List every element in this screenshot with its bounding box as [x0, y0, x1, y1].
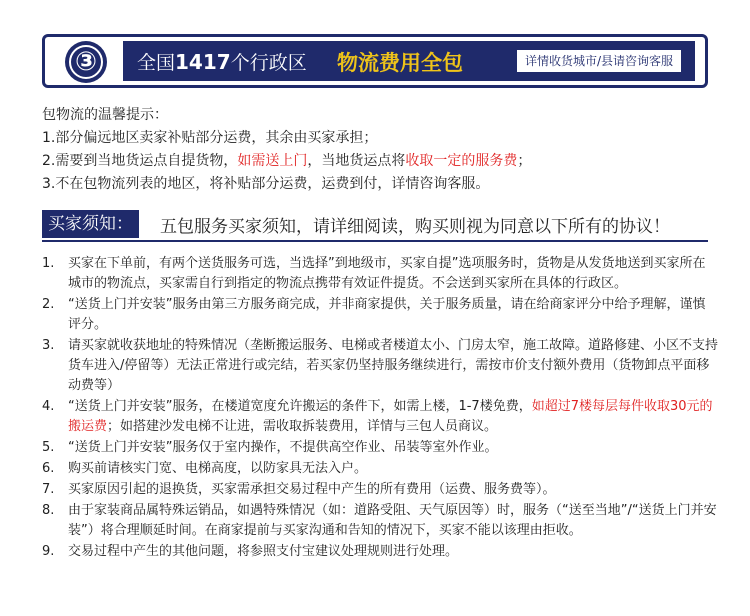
- buyer-notice-tag: 买家须知：: [42, 210, 139, 238]
- rule-text: 买家在下单前，有两个送货服务可选，当选择”到地级市，买家自提”选项服务时，货物是从发货地送到买家所在城市的物流点，买家需自行到指定的物流点携带有效证件提货。不会送到买家所在具体的行政区。: [68, 256, 706, 291]
- rule-text-highlight: 如超过7楼每层每件收取30元的搬运费: [68, 399, 713, 434]
- rule-number: 5.: [42, 440, 55, 455]
- rule-text: “送货上门并安装”服务仅于室内操作，不提供高空作业、吊装等室外作业。: [68, 440, 498, 455]
- banner-note: 详情收货城市/县请咨询客服: [517, 50, 681, 72]
- rule-item: [42, 480, 722, 500]
- banner-suffix: 个行政区: [230, 52, 307, 74]
- tips-line-3: 3.不在包物流列表的地区，将补贴部分运费，运费到付，详情咨询客服。: [42, 176, 490, 192]
- tips-line-2-highlight: 如需送上门: [237, 153, 308, 169]
- rule-text: 交易过程中产生的其他问题，将参照支付宝建议处理规则进行处理。: [68, 544, 459, 559]
- rule-item: [42, 501, 722, 541]
- buyer-rules-list: [42, 254, 722, 563]
- rule-number: 8.: [42, 503, 55, 518]
- tips-line-2-part: ；: [517, 153, 532, 169]
- tips-line-2-part: ，当地货运点将: [307, 153, 406, 169]
- tips-line-2-highlight: 收取一定的服务费: [405, 153, 518, 169]
- tips-line-1: 1.部分偏远地区卖家补贴部分运费，其余由买家承担；: [42, 130, 378, 146]
- rule-text: 买家原因引起的退换货，买家需承担交易过程中产生的所有费用（运费、服务费等）。: [68, 482, 556, 497]
- banner-headline: [137, 48, 307, 75]
- rule-text-part: ；如搭建沙发电梯不让进，需收取拆装费用，详情与三包人员商议。: [107, 419, 498, 434]
- rule-number: 1.: [42, 256, 55, 271]
- rule-item: [42, 254, 722, 294]
- buyer-notice-header: [42, 210, 708, 242]
- shipping-banner: [42, 34, 708, 88]
- rule-text: 由于家装商品属特殊运销品，如遇特殊情况（如：道路受阻、天气原因等）时，服务（“送至当地”/“送货上门并安装”）将合理顺延时间。在商家提前与买家沟通和告知的情况下，买家不能以该理由拒收。: [68, 503, 717, 538]
- rule-number: 4.: [42, 399, 55, 414]
- rule-item: [42, 542, 722, 562]
- banner-count: 1417: [175, 50, 231, 74]
- rule-item: [42, 397, 722, 437]
- tips-line-2-part: 2.需要到当地货运点自提货物，: [42, 153, 238, 169]
- banner-bar: [123, 41, 695, 81]
- rule-item: [42, 438, 722, 458]
- rule-item: [42, 295, 722, 335]
- rule-number: 6.: [42, 461, 55, 476]
- rule-text: [68, 397, 718, 437]
- rule-text: “送货上门并安装”服务由第三方服务商完成，并非商家提供，关于服务质量，请在给商家评分中给予理解，谨慎评分。: [68, 297, 706, 332]
- step-number: ③: [69, 45, 103, 79]
- tips-title: 包物流的温馨提示：: [42, 107, 168, 123]
- rule-text-part: “送货上门并安装”服务，在楼道宽度允许搬运的条件下，如需上楼，1-7楼免费，: [68, 399, 532, 414]
- rule-text: 购买前请核实门宽、电梯高度，以防家具无法入户。: [68, 461, 368, 476]
- rule-number: 2.: [42, 297, 55, 312]
- rule-item: [42, 336, 722, 396]
- banner-prefix: 全国: [137, 52, 176, 74]
- rule-number: 9.: [42, 544, 55, 559]
- rule-number: 3.: [42, 338, 55, 353]
- step-number-badge: [65, 41, 107, 83]
- rule-text: 请买家就收获地址的特殊情况（垄断搬运服务、电梯或者楼道太小、门房太窄，施工故障。道路修建、小区不支持货车进入/停留等）无法正常进行或完结，若买家仍坚持服务继续进行，需按市价支付额外费用（货物卸点平面移动费等）: [68, 338, 719, 393]
- shipping-tips: [42, 104, 531, 196]
- banner-accent: 物流费用全包: [337, 51, 463, 75]
- rule-number: 7.: [42, 482, 55, 497]
- tips-line-2: [42, 150, 531, 173]
- rule-item: [42, 459, 722, 479]
- buyer-notice-text: 五包服务买家须知，请详细阅读，购买则视为同意以下所有的协议！: [160, 217, 670, 237]
